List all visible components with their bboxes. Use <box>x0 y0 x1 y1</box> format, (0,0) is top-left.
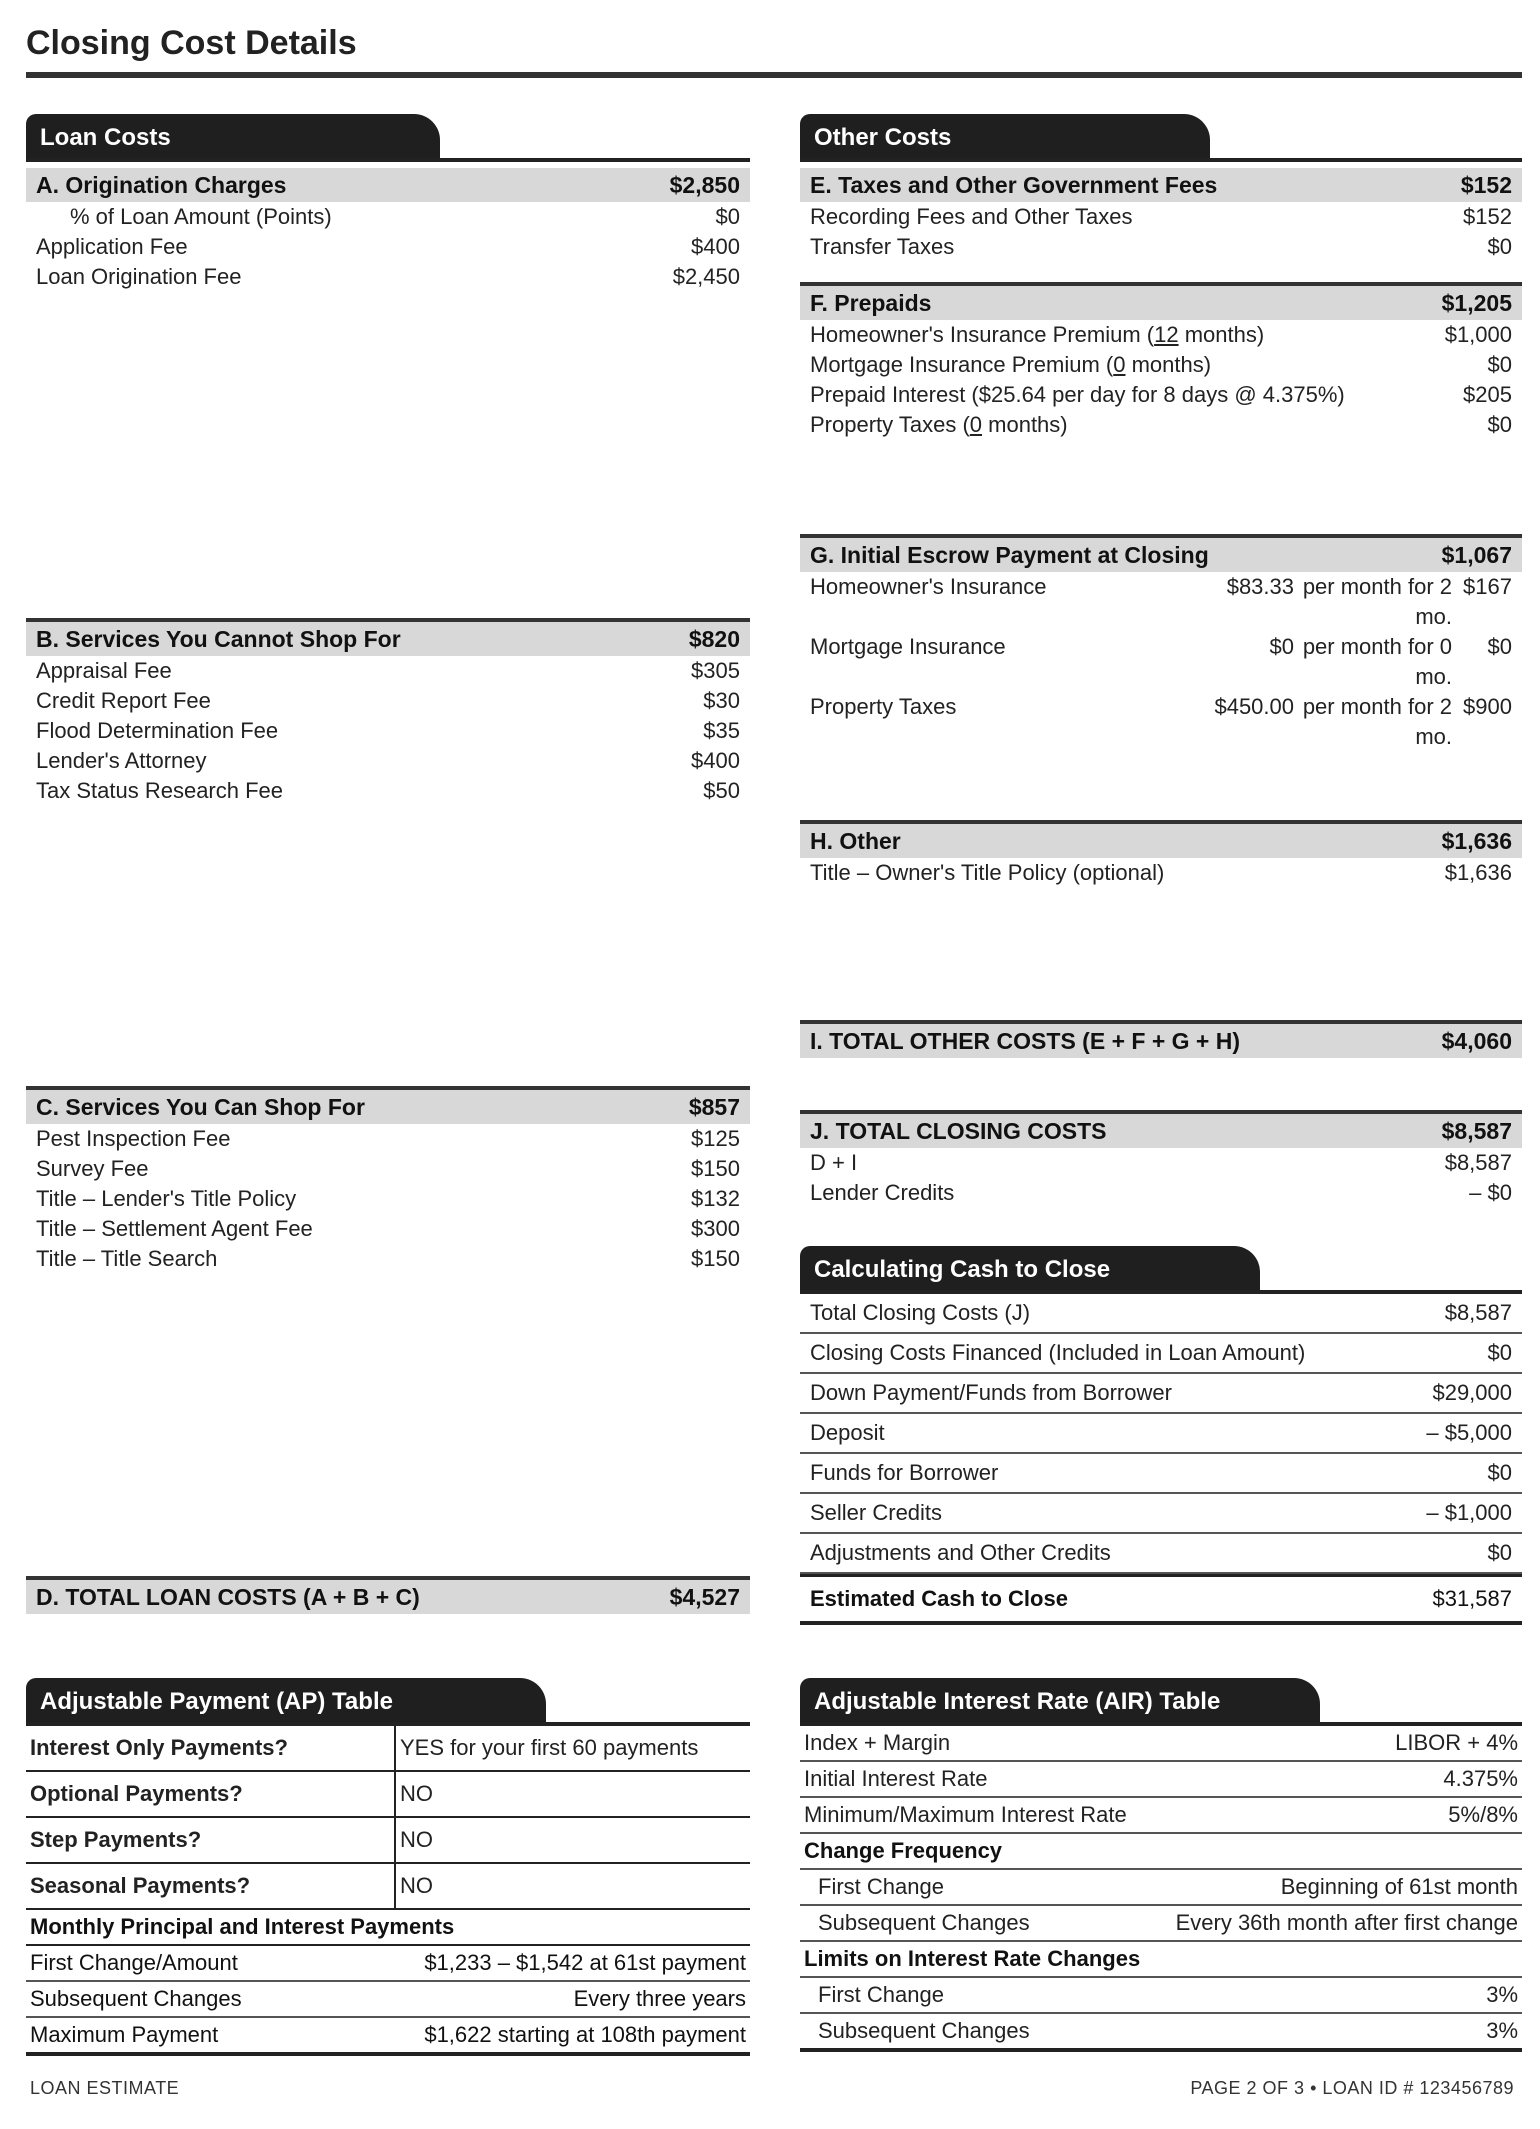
row-value: 3% <box>1486 2018 1518 2043</box>
section-e-label: E. Taxes and Other Government Fees <box>810 172 1218 198</box>
row-value: – $5,000 <box>1426 1420 1512 1445</box>
row-label: Prepaid Interest ($25.64 per day for 8 days @ 4.375%) <box>810 382 1345 407</box>
ap-question: Seasonal Payments? <box>26 1863 395 1909</box>
section-f-row <box>800 350 1522 380</box>
row-value: $0 <box>1487 634 1512 659</box>
row-value: $167 <box>1463 574 1512 599</box>
section-c-row <box>26 1244 750 1274</box>
air-change-head: Change Frequency <box>800 1834 1522 1870</box>
row-value: – $1,000 <box>1426 1500 1512 1525</box>
air-table-header: Adjustable Interest Rate (AIR) Table <box>800 1678 1320 1722</box>
row-label: Title – Title Search <box>36 1246 218 1271</box>
row-value: $132 <box>691 1186 740 1211</box>
section-a <box>26 168 750 292</box>
row-label: First Change <box>818 1874 944 1899</box>
section-c-label: C. Services You Can Shop For <box>36 1094 365 1120</box>
row-value: $300 <box>691 1216 740 1241</box>
section-b-row <box>26 686 750 716</box>
air-table <box>800 1722 1522 2052</box>
cash-row <box>800 1534 1522 1574</box>
row-label: Transfer Taxes <box>810 234 955 259</box>
section-b-total: $820 <box>688 626 740 652</box>
ap-table-header: Adjustable Payment (AP) Table <box>26 1678 546 1722</box>
row-value: LIBOR + 4% <box>1395 1730 1518 1755</box>
section-c <box>26 1086 750 1274</box>
row-label: Seller Credits <box>810 1500 943 1525</box>
row-value: $8,587 <box>1444 1300 1512 1325</box>
row-label: Title – Owner's Title Policy (optional) <box>810 860 1165 885</box>
months-value: 12 <box>1154 322 1179 347</box>
ap-row <box>26 1863 750 1909</box>
section-c-row <box>26 1154 750 1184</box>
row-label: Subsequent Changes <box>818 1910 1030 1935</box>
section-g-bar <box>800 534 1522 572</box>
ap-questions <box>26 1726 750 1910</box>
row-label: % of Loan Amount (Points) <box>70 204 332 229</box>
section-a-row <box>26 202 750 232</box>
row-label: Title – Lender's Title Policy <box>36 1186 297 1211</box>
row-value: 3% <box>1486 1982 1518 2007</box>
air-row <box>800 1906 1522 1942</box>
section-a-row <box>26 262 750 292</box>
row-label-pre: Homeowner's Insurance Premium ( <box>810 322 1155 347</box>
ap-answer: NO <box>395 1817 750 1863</box>
row-label: Recording Fees and Other Taxes <box>810 204 1133 229</box>
row-value: $0 <box>1487 234 1512 259</box>
section-f-row <box>800 320 1522 350</box>
section-b-row <box>26 656 750 686</box>
row-label: Homeowner's Insurance <box>810 574 1047 599</box>
section-a-total: $2,850 <box>669 172 740 198</box>
section-g-label: G. Initial Escrow Payment at Closing <box>810 542 1209 568</box>
row-value: $150 <box>691 1246 740 1271</box>
cash-to-close-table <box>800 1290 1522 1625</box>
section-j-bar <box>800 1110 1522 1148</box>
total-other-costs-value: $4,060 <box>1441 1028 1512 1054</box>
row-value: $0 <box>1487 1460 1512 1485</box>
page-title: Closing Cost Details <box>26 24 357 62</box>
air-limits-head: Limits on Interest Rate Changes <box>800 1942 1522 1978</box>
row-value: $8,587 <box>1444 1150 1512 1175</box>
section-g-row <box>800 632 1522 692</box>
section-g-total: $1,067 <box>1441 542 1512 568</box>
section-c-row <box>26 1214 750 1244</box>
cash-row <box>800 1454 1522 1494</box>
estimated-cash-to-close <box>800 1574 1522 1625</box>
section-f-bar <box>800 282 1522 320</box>
row-label: Survey Fee <box>36 1156 149 1181</box>
row-value: $1,000 <box>1444 322 1512 347</box>
row-label: Deposit <box>810 1420 885 1445</box>
row-label: Lender's Attorney <box>36 748 207 773</box>
ap-monthly-head: Monthly Principal and Interest Payments <box>26 1910 750 1946</box>
row-label: Tax Status Research Fee <box>36 778 284 803</box>
section-g-row <box>800 692 1522 752</box>
air-row <box>800 1762 1522 1798</box>
ap-answer: NO <box>395 1771 750 1817</box>
row-label: Property Taxes <box>810 694 957 719</box>
row-label: D + I <box>810 1150 858 1175</box>
row-label <box>810 320 1264 350</box>
section-e-row <box>800 202 1522 232</box>
cash-row <box>800 1334 1522 1374</box>
section-e <box>800 168 1522 262</box>
section-j <box>800 1110 1522 1208</box>
footer-right: PAGE 2 OF 3 • LOAN ID # 123456789 <box>1190 2078 1514 2098</box>
total-loan-costs <box>26 1576 750 1614</box>
ap-monthly-row <box>26 2018 750 2056</box>
total-loan-costs-value: $4,527 <box>669 1584 740 1610</box>
section-c-row <box>26 1184 750 1214</box>
section-f-row <box>800 380 1522 410</box>
row-label-post: months) <box>1125 352 1212 377</box>
row-label: Adjustments and Other Credits <box>810 1540 1111 1565</box>
ap-answer: NO <box>395 1863 750 1909</box>
row-label: Total Closing Costs (J) <box>810 1300 1031 1325</box>
row-value: $29,000 <box>1432 1380 1512 1405</box>
row-desc: per month for 0 mo. <box>1302 634 1452 689</box>
section-h <box>800 820 1522 888</box>
other-costs-header: Other Costs <box>800 114 1210 158</box>
row-value: $30 <box>703 688 740 713</box>
row-value: – $0 <box>1469 1180 1512 1205</box>
section-b-row <box>26 716 750 746</box>
row-label: Loan Origination Fee <box>36 264 242 289</box>
section-j-total: $8,587 <box>1441 1118 1512 1144</box>
row-label-pre: Mortgage Insurance Premium ( <box>810 352 1114 377</box>
section-b <box>26 618 750 806</box>
cash-row <box>800 1414 1522 1454</box>
row-label: Title – Settlement Agent Fee <box>36 1216 313 1241</box>
ap-monthly-row <box>26 1946 750 1982</box>
section-c-bar <box>26 1086 750 1124</box>
row-label-pre: Property Taxes ( <box>810 412 970 437</box>
row-label: Funds for Borrower <box>810 1460 999 1485</box>
row-label: Lender Credits <box>810 1180 955 1205</box>
months-value: 0 <box>1113 352 1126 377</box>
row-value: $0 <box>1487 1340 1512 1365</box>
row-value: $35 <box>703 718 740 743</box>
row-value: $400 <box>691 234 740 259</box>
loan-costs-header: Loan Costs <box>26 114 440 158</box>
section-a-bar <box>26 168 750 202</box>
row-label: Flood Determination Fee <box>36 718 279 743</box>
months-value: 0 <box>969 412 983 437</box>
row-value: 4.375% <box>1443 1766 1518 1791</box>
section-b-label: B. Services You Cannot Shop For <box>36 626 401 652</box>
row-label <box>810 350 1211 380</box>
row-value: $400 <box>691 748 740 773</box>
row-value: 5%/8% <box>1448 1802 1518 1827</box>
estimated-cash-label: Estimated Cash to Close <box>810 1586 1068 1611</box>
footer-left: LOAN ESTIMATE <box>30 2078 180 2098</box>
section-b-row <box>26 746 750 776</box>
row-label: Closing Costs Financed (Included in Loan Amount) <box>810 1340 1306 1365</box>
row-label-post: months) <box>1178 322 1265 347</box>
row-value: $2,450 <box>672 264 740 289</box>
loan-costs-rule <box>26 158 750 162</box>
row-label: Mortgage Insurance <box>810 634 1006 659</box>
row-value: $305 <box>691 658 740 683</box>
section-h-label: H. Other <box>810 828 901 854</box>
row-label: Down Payment/Funds from Borrower <box>810 1380 1172 1405</box>
row-amount: $0 <box>1269 634 1294 659</box>
cash-row <box>800 1494 1522 1534</box>
total-other-costs-label: I. TOTAL OTHER COSTS (E + F + G + H) <box>810 1028 1241 1054</box>
row-value: $0 <box>1487 1540 1512 1565</box>
section-j-label: J. TOTAL CLOSING COSTS <box>810 1118 1107 1144</box>
section-e-bar <box>800 168 1522 202</box>
air-row <box>800 1726 1522 1762</box>
row-amount: $83.33 <box>1226 574 1294 599</box>
cash-row <box>800 1374 1522 1414</box>
row-desc: per month for 2 mo. <box>1302 694 1452 749</box>
row-value: $150 <box>691 1156 740 1181</box>
row-label-post: months) <box>982 412 1068 437</box>
section-b-row <box>26 776 750 806</box>
section-g <box>800 534 1522 752</box>
row-value: $50 <box>703 778 740 803</box>
section-e-row <box>800 232 1522 262</box>
ap-table <box>26 1722 750 2056</box>
section-f-label: F. Prepaids <box>810 290 932 316</box>
row-label: Credit Report Fee <box>36 688 211 713</box>
cash-to-close-header: Calculating Cash to Close <box>800 1246 1260 1290</box>
ap-question: Step Payments? <box>26 1817 395 1863</box>
section-a-label: A. Origination Charges <box>36 172 287 198</box>
section-g-row <box>800 572 1522 632</box>
section-f <box>800 282 1522 440</box>
air-row <box>800 1798 1522 1834</box>
row-value: $205 <box>1463 382 1512 407</box>
air-row <box>800 1870 1522 1906</box>
section-c-row <box>26 1124 750 1154</box>
section-f-total: $1,205 <box>1441 290 1512 316</box>
estimated-cash-value: $31,587 <box>1432 1586 1512 1611</box>
section-j-row <box>800 1178 1522 1208</box>
row-value: Every 36th month after first change <box>1175 1910 1518 1935</box>
row-label: First Change/Amount <box>30 1950 238 1975</box>
row-value: Every three years <box>573 1986 746 2011</box>
row-label <box>810 410 1068 440</box>
total-loan-costs-label: D. TOTAL LOAN COSTS (A + B + C) <box>36 1584 420 1610</box>
section-h-bar <box>800 820 1522 858</box>
ap-monthly-row <box>26 1982 750 2018</box>
ap-row <box>26 1771 750 1817</box>
section-f-row <box>800 410 1522 440</box>
section-b-bar <box>26 618 750 656</box>
other-costs-rule <box>800 158 1522 162</box>
cash-row <box>800 1294 1522 1334</box>
ap-row <box>26 1817 750 1863</box>
total-other-costs <box>800 1020 1522 1058</box>
row-value: $1,233 – $1,542 at 61st payment <box>424 1950 746 1975</box>
row-label: Minimum/Maximum Interest Rate <box>804 1802 1127 1827</box>
row-amount: $450.00 <box>1214 694 1294 719</box>
row-label: Subsequent Changes <box>818 2018 1030 2043</box>
title-rule <box>26 72 1522 78</box>
row-value: $1,622 starting at 108th payment <box>424 2022 746 2047</box>
section-h-total: $1,636 <box>1441 828 1512 854</box>
row-label: Maximum Payment <box>30 2022 219 2047</box>
section-e-total: $152 <box>1460 172 1512 198</box>
row-label: Pest Inspection Fee <box>36 1126 231 1151</box>
row-label: Index + Margin <box>804 1730 951 1755</box>
ap-question: Interest Only Payments? <box>26 1726 395 1771</box>
ap-row <box>26 1726 750 1771</box>
row-label: Appraisal Fee <box>36 658 172 683</box>
row-value: $0 <box>1487 352 1512 377</box>
row-value: $0 <box>715 204 740 229</box>
row-value: $900 <box>1463 694 1512 719</box>
row-value: $125 <box>691 1126 740 1151</box>
row-value: $0 <box>1487 412 1512 437</box>
row-value: $152 <box>1463 204 1512 229</box>
air-row <box>800 1978 1522 2014</box>
row-label: Application Fee <box>36 234 188 259</box>
row-value: Beginning of 61st month <box>1280 1874 1518 1899</box>
ap-question: Optional Payments? <box>26 1771 395 1817</box>
row-desc: per month for 2 mo. <box>1302 574 1452 629</box>
air-row <box>800 2014 1522 2052</box>
row-label: Subsequent Changes <box>30 1986 242 2011</box>
section-c-total: $857 <box>688 1094 740 1120</box>
section-a-row <box>26 232 750 262</box>
section-j-row <box>800 1148 1522 1178</box>
row-label: Initial Interest Rate <box>804 1766 988 1791</box>
row-label: First Change <box>818 1982 944 2007</box>
ap-answer: YES for your first 60 payments <box>395 1726 750 1771</box>
section-h-row <box>800 858 1522 888</box>
row-value: $1,636 <box>1444 860 1512 885</box>
